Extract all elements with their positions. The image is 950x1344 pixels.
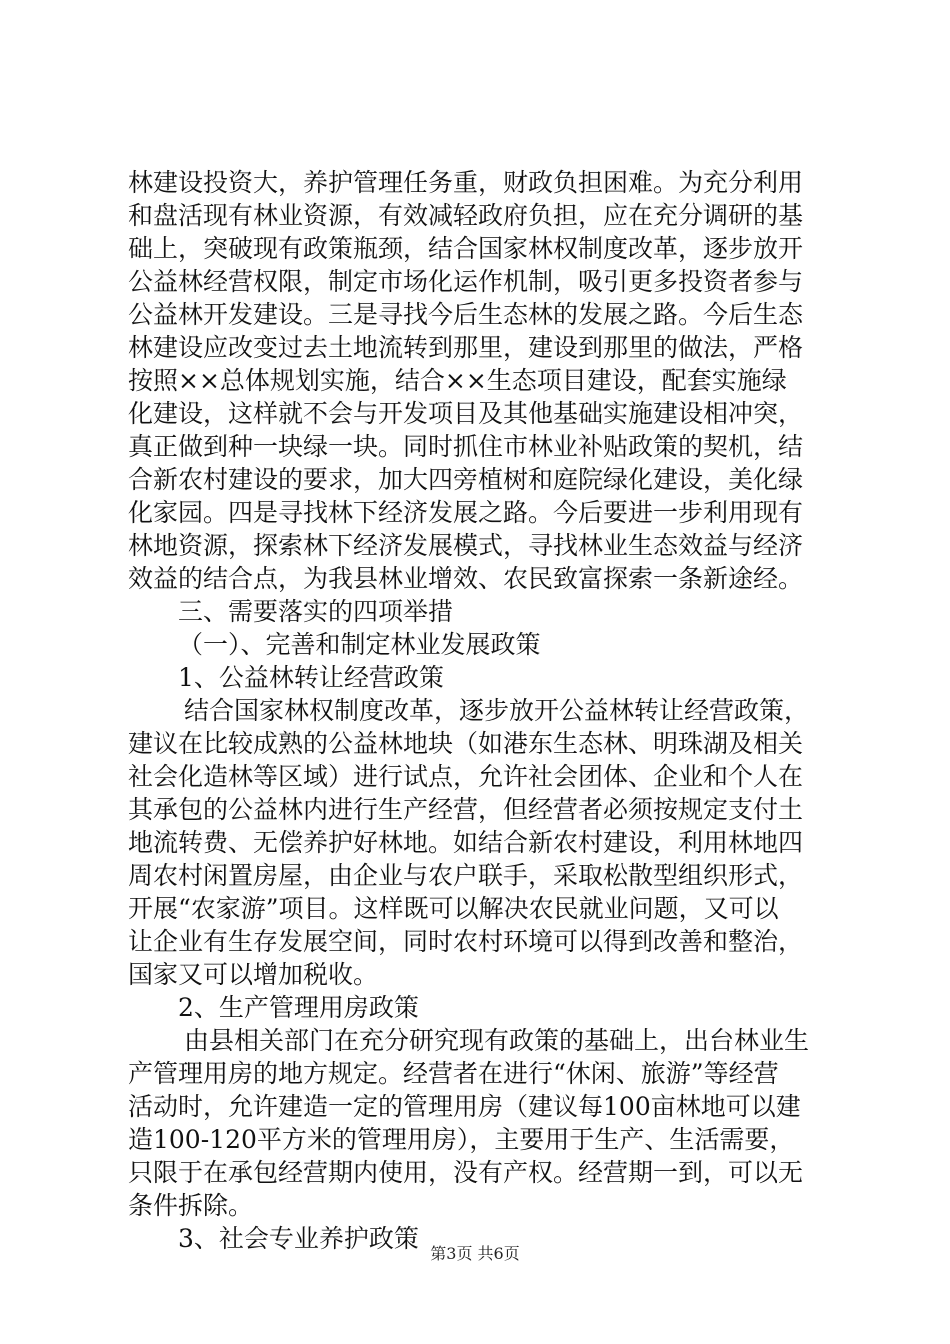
text-line: 按照××总体规划实施，结合××生态项目建设，配套实施绿	[128, 366, 787, 395]
text-line: 造100-120平方米的管理用房），主要用于生产、生活需要，	[128, 1125, 795, 1154]
text-line: 础上，突破现有政策瓶颈，结合国家林权制度改革，逐步放开	[128, 234, 804, 263]
text-line: 效益的结合点，为我县林业增效、农民致富探索一条新途经。	[128, 564, 804, 593]
text-line: 产管理用房的地方规定。经营者在进行“休闲、旅游”等经营	[128, 1059, 779, 1088]
text-line: 1、公益林转让经营政策	[178, 663, 444, 692]
text-line: 周农村闲置房屋，由企业与农户联手，采取松散型组织形式，	[128, 861, 804, 890]
text-line: 公益林开发建设。三是寻找今后生态林的发展之路。今后生态	[128, 300, 804, 329]
text-line: 其承包的公益林内进行生产经营，但经营者必须按规定支付土	[128, 795, 804, 824]
text-line: 3、社会专业养护政策	[178, 1224, 419, 1253]
text-line: 公益林经营权限，制定市场化运作机制，吸引更多投资者参与	[128, 267, 804, 296]
text-line: 条件拆除。	[128, 1191, 254, 1220]
text-line: 只限于在承包经营期内使用，没有产权。经营期一到，可以无	[128, 1158, 804, 1187]
text-line: 由县相关部门在充分研究现有政策的基础上，出台林业生	[184, 1026, 810, 1055]
text-line: 林地资源，探索林下经济发展模式，寻找林业生态效益与经济	[128, 531, 804, 560]
text-line: 林建设应改变过去土地流转到那里，建设到那里的做法，严格	[128, 333, 804, 362]
text-line: （一）、完善和制定林业发展政策	[178, 630, 541, 659]
text-line: 活动时，允许建造一定的管理用房（建议每100亩林地可以建	[128, 1092, 801, 1121]
text-line: 开展“农家游”项目。这样既可以解决农民就业问题，又可以	[128, 894, 779, 923]
text-line: 真正做到种一块绿一块。同时抓住市林业补贴政策的契机，结	[128, 432, 804, 461]
text-line: 三、需要落实的四项举措	[178, 597, 454, 626]
text-line: 地流转费、无偿养护好林地。如结合新农村建设，利用林地四	[128, 828, 804, 857]
text-line: 建议在比较成熟的公益林地块（如港东生态林、明珠湖及相关	[128, 729, 804, 758]
page-footer: 第3页 共6页	[430, 1244, 520, 1263]
text-line: 和盘活现有林业资源，有效减轻政府负担，应在充分调研的基	[128, 201, 804, 230]
document-body	[128, 166, 832, 1255]
text-line: 结合国家林权制度改革，逐步放开公益林转让经营政策，	[184, 696, 810, 725]
text-line: 化建设，这样就不会与开发项目及其他基础实施建设相冲突，	[128, 399, 804, 428]
text-line: 2、生产管理用房政策	[178, 993, 419, 1022]
text-line: 让企业有生存发展空间，同时农村环境可以得到改善和整治，	[128, 927, 804, 956]
text-line: 化家园。四是寻找林下经济发展之路。今后要进一步利用现有	[128, 498, 804, 527]
text-line: 国家又可以增加税收。	[128, 960, 379, 989]
text-line: 林建设投资大，养护管理任务重，财政负担困难。为充分利用	[128, 168, 804, 197]
text-line: 合新农村建设的要求，加大四旁植树和庭院绿化建设，美化绿	[128, 465, 804, 494]
text-line: 社会化造林等区域）进行试点，允许社会团体、企业和个人在	[128, 762, 804, 791]
